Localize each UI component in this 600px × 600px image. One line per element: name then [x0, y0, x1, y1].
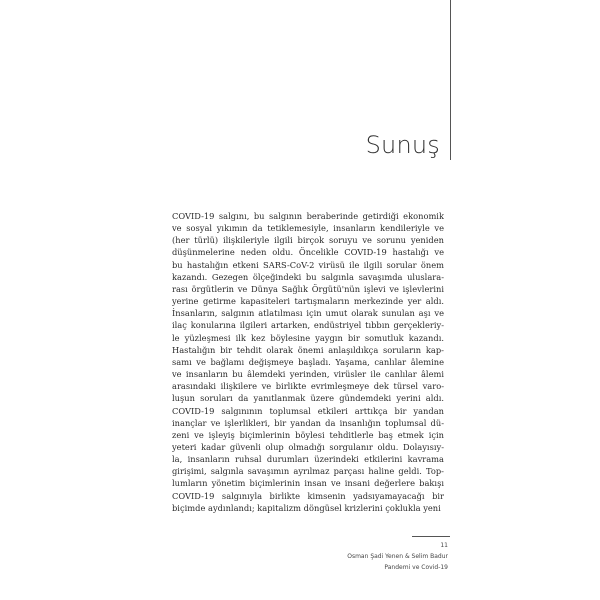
text-line: girişimi, salgınla savaşımın ayrılmaz parçası haline geldi. Top- [172, 466, 444, 477]
text-line: lumların yönetim biçimlerinin insan ve insani değerlere bakışı [172, 478, 444, 489]
text-line: (her türlü) ilişkileriyle ilgili birçok soruyu ve sorunu yeniden [172, 235, 444, 246]
text-line: arasındaki ilişkilere ve birlikte evrimleşmeye dek türsel varo- [172, 381, 444, 392]
body-paragraph [172, 210, 444, 514]
text-line: luşun soruları da yanıtlanmak üzere gündemdeki yerini aldı. [172, 393, 444, 404]
text-line: biçimde aydınlandı; kapitalizm döngüsel krizlerini çoklukla yeni [172, 502, 441, 513]
text-line: inançlar ve işlerlikleri, bir yandan da insanlığın toplumsal dü- [172, 417, 444, 428]
text-line: yeteri kadar güvenli olup olmadığı sorgulanır oldu. Dolayısıy- [172, 441, 444, 452]
text-line: kazandı. Gezegen ölçeğindeki bu salgınla savaşımda uluslara- [172, 271, 444, 282]
text-line: İnsanların, salgının atlatılması için umut olarak sunulan aşı ve [172, 308, 444, 319]
text-line: le yüzleşmesi ilk kez böylesine yaygın bir somutluk kazandı. [172, 332, 444, 343]
text-line: bu hastalığın etkeni SARS-CoV-2 virüsü ile ilgili sorular önem [172, 259, 444, 270]
text-line: COVID-19 salgınının toplumsal etkileri arttıkça bir yandan [172, 405, 444, 416]
text-line: zeni ve işleyiş biçimlerinin böylesi tehditlerle baş etmek için [172, 429, 444, 440]
footer-authors: Osman Şadi Yenen & Selim Badur [347, 553, 448, 560]
vertical-rule [450, 0, 451, 160]
text-line: düşünmelerine neden oldu. Öncelikle COVID-19 hastalığı ve [172, 247, 444, 258]
text-line: ilaç konularına ilgileri artarken, endüstriyel tıbbın gerçekleriy- [172, 320, 444, 331]
footer-rule [412, 536, 450, 537]
text-line: COVID-19 salgını, bu salgının beraberinde getirdiği ekonomik [172, 211, 444, 221]
footer-book-title: Pandemi ve Covid-19 [384, 564, 448, 571]
text-line: COVID-19 salgınıyla birlikte kimsenin yadsıyamayacağı bir [172, 490, 444, 501]
text-line: ve sosyal yıkımın da tetiklemesiyle, insanların kendileriyle ve [172, 223, 444, 234]
chapter-title: Sunuş [365, 131, 440, 159]
text-line: yerine getirme kapasiteleri tartışmaların merkezinde yer aldı. [172, 296, 444, 307]
text-line: Hastalığın bir tehdit olarak önemi anlaşıldıkça soruların kap- [172, 344, 444, 355]
text-line: rası örgütlerin ve Dünya Sağlık Örgütü'nün işlevi ve işlevlerini [172, 283, 444, 294]
text-line: ve insanların bu âlemdeki yerinden, virüsler ile canlılar âlemi [172, 369, 444, 380]
page-footer [347, 540, 448, 573]
text-line: la, insanların ruhsal durumları üzerindeki etkilerini kavrama [172, 454, 444, 465]
text-line: samı ve bağlamı değişmeye başladı. Yaşama, canlılar âlemine [172, 356, 444, 367]
page-number: 11 [440, 542, 448, 549]
